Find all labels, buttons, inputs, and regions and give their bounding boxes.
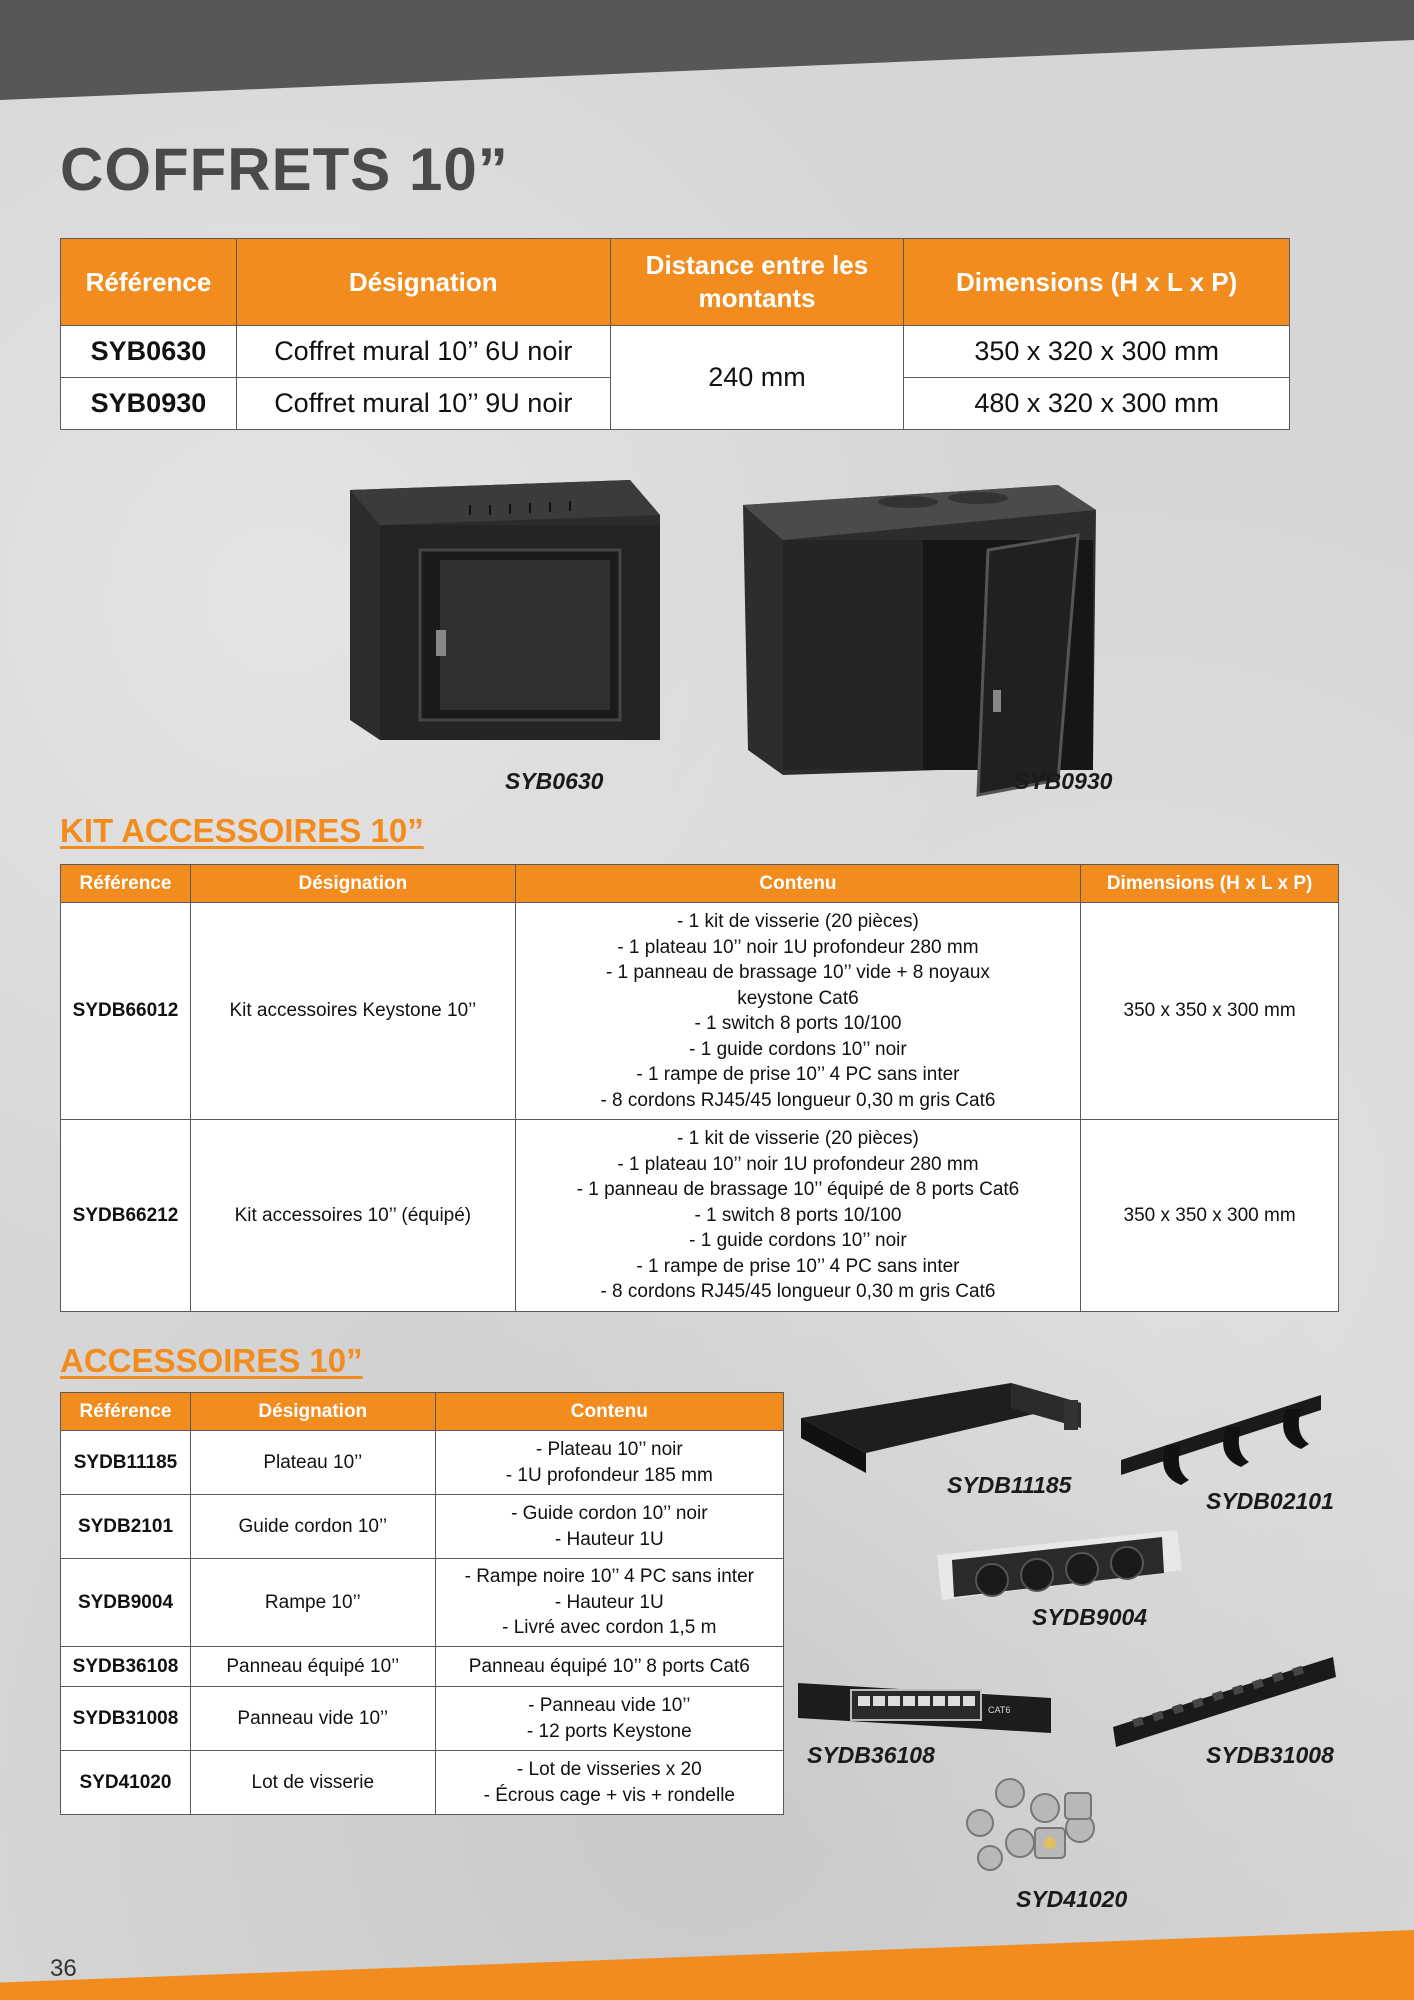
cell-designation: Panneau équipé 10’’ <box>190 1647 435 1687</box>
header-reference: Référence <box>61 239 237 326</box>
header-contenu: Contenu <box>435 1393 783 1431</box>
table-row <box>61 1120 1339 1312</box>
cell-designation: Guide cordon 10’’ <box>190 1495 435 1559</box>
cell-designation: Rampe 10’’ <box>190 1559 435 1647</box>
cell-reference: SYDB31008 <box>61 1687 191 1751</box>
cell-contenu: Panneau équipé 10’’ 8 ports Cat6 <box>435 1647 783 1687</box>
caption-cable-guide: SYDB02101 <box>1206 1488 1334 1514</box>
cable-guide-image <box>1116 1385 1326 1495</box>
table-row <box>61 1751 784 1815</box>
header-designation: Désignation <box>190 1393 435 1431</box>
cabinet-9u-image <box>738 480 1098 800</box>
table-row <box>61 903 1339 1120</box>
cell-reference: SYDB2101 <box>61 1495 191 1559</box>
footer-band <box>0 1930 1414 2000</box>
caption-cabinet-9u: SYB0930 <box>1014 768 1113 794</box>
cabinet-6u-image <box>340 470 670 770</box>
header-band <box>0 0 1414 100</box>
cell-dimensions: 350 x 350 x 300 mm <box>1081 1120 1339 1312</box>
screw-kit-image <box>950 1768 1130 1878</box>
patch-panel-label: CAT6 <box>988 1705 1011 1715</box>
page-title: COFFRETS 10” <box>60 136 509 203</box>
cell-reference: SYDB66012 <box>61 903 191 1120</box>
cell-reference: SYDB11185 <box>61 1431 191 1495</box>
kit-section-title: KIT ACCESSOIRES 10” <box>60 812 424 849</box>
coffrets-table <box>60 238 1290 430</box>
cell-designation: Panneau vide 10’’ <box>190 1687 435 1751</box>
cell-contenu: - Guide cordon 10’’ noir - Hauteur 1U <box>435 1495 783 1559</box>
cell-designation: Kit accessoires Keystone 10’’ <box>190 903 515 1120</box>
cell-contenu: - 1 kit de visserie (20 pièces) - 1 plateau 10’’ noir 1U profondeur 280 mm - 1 panneau de brassage 10’’ vide + 8 noyaux keystone Cat6 - 1 switch 8 ports 10/100 - 1 guide cordons 10’’ noir - 1 rampe de prise 10’’ 4 PC sans inter - 8 cordons RJ45/45 longueur 0,30 m gris Cat6 <box>515 903 1080 1120</box>
cell-dimensions: 480 x 320 x 300 mm <box>904 378 1290 430</box>
cell-designation: Kit accessoires 10’’ (équipé) <box>190 1120 515 1312</box>
table-row <box>61 1687 784 1751</box>
cell-designation: Plateau 10’’ <box>190 1431 435 1495</box>
cell-designation: Lot de visserie <box>190 1751 435 1815</box>
table-header-row <box>61 1393 784 1431</box>
page-number: 36 <box>50 1955 77 1982</box>
table-row <box>61 1559 784 1647</box>
header-designation: Désignation <box>236 239 610 326</box>
header-contenu: Contenu <box>515 865 1080 903</box>
cell-reference: SYB0630 <box>61 326 237 378</box>
cell-reference: SYD41020 <box>61 1751 191 1815</box>
table-row <box>61 1647 784 1687</box>
cell-reference: SYDB9004 <box>61 1559 191 1647</box>
caption-shelf: SYDB11185 <box>947 1472 1072 1498</box>
cell-reference: SYDB36108 <box>61 1647 191 1687</box>
kit-accessories-table <box>60 864 1339 1312</box>
cell-reference: SYB0930 <box>61 378 237 430</box>
cell-contenu: - 1 kit de visserie (20 pièces) - 1 plateau 10’’ noir 1U profondeur 280 mm - 1 panneau de brassage 10’’ équipé de 8 ports Cat6 - 1 switch 8 ports 10/100 - 1 guide cordons 10’’ noir - 1 rampe de prise 10’’ 4 PC sans inter - 8 cordons RJ45/45 longueur 0,30 m gris Cat6 <box>515 1120 1080 1312</box>
caption-patch-panel-equipped: SYDB36108 <box>807 1742 935 1768</box>
cell-designation: Coffret mural 10’’ 9U noir <box>236 378 610 430</box>
caption-screw-kit: SYD41020 <box>1016 1886 1128 1912</box>
cell-distance: 240 mm <box>610 326 904 430</box>
cell-dimensions: 350 x 350 x 300 mm <box>1081 903 1339 1120</box>
header-reference: Référence <box>61 865 191 903</box>
header-dimensions: Dimensions (H x L x P) <box>904 239 1290 326</box>
cell-contenu: - Plateau 10’’ noir - 1U profondeur 185 mm <box>435 1431 783 1495</box>
table-header-row <box>61 239 1290 326</box>
caption-cabinet-6u: SYB0630 <box>505 768 604 794</box>
cell-designation: Coffret mural 10’’ 6U noir <box>236 326 610 378</box>
patch-panel-equipped-image <box>796 1668 1056 1743</box>
caption-patch-panel-empty: SYDB31008 <box>1206 1742 1334 1768</box>
table-header-row <box>61 865 1339 903</box>
cell-dimensions: 350 x 320 x 300 mm <box>904 326 1290 378</box>
power-strip-image <box>932 1525 1188 1615</box>
caption-power-strip: SYDB9004 <box>1032 1604 1148 1630</box>
accessories-section-title: ACCESSOIRES 10” <box>60 1342 363 1379</box>
cell-contenu: - Panneau vide 10’’ - 12 ports Keystone <box>435 1687 783 1751</box>
accessories-table <box>60 1392 784 1815</box>
table-row <box>61 1495 784 1559</box>
cell-contenu: - Lot de visseries x 20 - Écrous cage + vis + rondelle <box>435 1751 783 1815</box>
header-designation: Désignation <box>190 865 515 903</box>
cell-contenu: - Rampe noire 10’’ 4 PC sans inter - Hauteur 1U - Livré avec cordon 1,5 m <box>435 1559 783 1647</box>
header-dimensions: Dimensions (H x L x P) <box>1081 865 1339 903</box>
header-reference: Référence <box>61 1393 191 1431</box>
table-row <box>61 1431 784 1495</box>
table-row <box>61 326 1290 378</box>
cell-reference: SYDB66212 <box>61 1120 191 1312</box>
header-distance: Distance entre les montants <box>610 239 904 326</box>
